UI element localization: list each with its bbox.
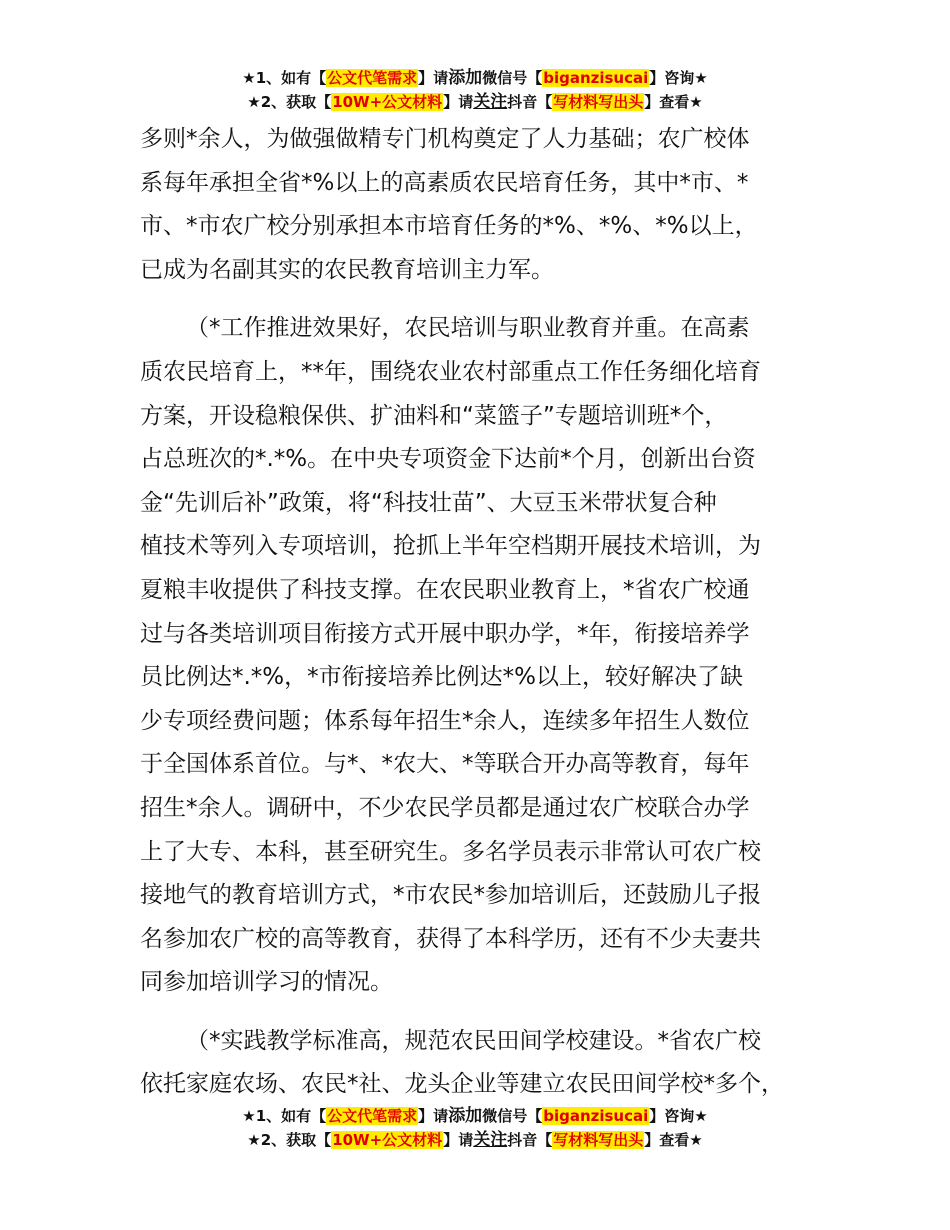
paragraph-line: 系每年承担全省*%以上的高素质农民培育任务，其中*市、* <box>140 169 749 196</box>
header-line-2-emph: 关注 <box>473 92 508 112</box>
footer-highlight-douyin: 写材料写出头 <box>553 1131 644 1149</box>
paragraph-line: 招生*余人。调研中，不少农民学员都是通过农广校联合办学 <box>140 794 750 821</box>
paragraph-line: 植技术等列入专项培训，抢抓上半年空档期开展技术培训，为 <box>140 533 761 560</box>
paragraph-line: 已成为名副其实的农民教育培训主力军。 <box>140 256 554 283</box>
header-highlight-douyin: 写材料写出头 <box>553 93 644 111</box>
paragraph-line: 于全国体系首位。与*、*农大、*等联合开办高等教育，每年 <box>140 751 750 778</box>
paragraph-2 <box>140 307 812 1005</box>
footer-banner <box>0 1104 950 1152</box>
header-highlight-service: 公文代笔需求 <box>327 69 418 87</box>
header-line-2-prefix: ★2、获取【 <box>247 93 332 111</box>
paragraph-line: 方案，开设稳粮保供、扩油料和“菜篮子”专题培训班*个， <box>140 402 728 429</box>
footer-highlight-wechat: biganzisucai <box>543 1107 649 1125</box>
paragraph-line: 同参加培训学习的情况。 <box>140 969 393 996</box>
footer-line-2-prefix: ★2、获取【 <box>247 1131 332 1149</box>
footer-line-1-suffix: 】咨询★ <box>649 1107 708 1125</box>
header-line-2-suffix: 】查看★ <box>644 93 703 111</box>
header-line-1-suffix: 】咨询★ <box>649 69 708 87</box>
footer-line-2-mid2: 抖音【 <box>507 1131 553 1149</box>
footer-highlight-service: 公文代笔需求 <box>327 1107 418 1125</box>
footer-line-1-prefix: ★1、如有【 <box>242 1107 327 1125</box>
paragraph-line: 员比例达*.*%，*市衔接培养比例达*%以上，较好解决了缺 <box>140 664 744 691</box>
paragraph-1 <box>140 118 812 292</box>
paragraph-3 <box>140 1020 812 1107</box>
header-banner <box>0 66 950 114</box>
header-line-2 <box>0 90 950 114</box>
header-line-2-mid1: 】请 <box>443 93 474 111</box>
paragraph-line: 接地气的教育培训方式，*市农民*参加培训后，还鼓励儿子报 <box>140 882 761 909</box>
header-line-1-mid1: 】请 <box>418 69 449 87</box>
header-line-1-prefix: ★1、如有【 <box>242 69 327 87</box>
header-line-1-mid2: 微信号【 <box>482 69 543 87</box>
header-highlight-materials: 10W+公文材料 <box>332 93 443 111</box>
paragraph-line: 过与各类培训项目衔接方式开展中职办学，*年，衔接培养学 <box>140 620 750 647</box>
paragraph-line: 依托家庭农场、农民*社、龙头企业等建立农民田间学校*多个， <box>140 1071 784 1098</box>
paragraph-line: 多则*余人，为做强做精专门机构奠定了人力基础；农广校体 <box>140 126 750 152</box>
header-line-1 <box>0 66 950 90</box>
paragraph-line: 质农民培育上，**年，围绕农业农村部重点工作任务细化培育 <box>140 358 761 385</box>
paragraph-line: （*工作推进效果好，农民培训与职业教育并重。在高素 <box>186 315 750 342</box>
paragraph-line: 少专项经费问题；体系每年招生*余人，连续多年招生人数位 <box>140 707 750 734</box>
footer-line-1 <box>0 1104 950 1128</box>
paragraph-line: （*实践教学标准高，规范农民田间学校建设。*省农广校 <box>186 1027 761 1054</box>
footer-line-1-emph: 添加 <box>448 1106 483 1126</box>
footer-highlight-materials: 10W+公文材料 <box>332 1131 443 1149</box>
header-line-2-mid2: 抖音【 <box>507 93 553 111</box>
document-body <box>140 118 812 1107</box>
footer-line-2-suffix: 】查看★ <box>644 1131 703 1149</box>
paragraph-line: 夏粮丰收提供了科技支撑。在农民职业教育上，*省农广校通 <box>140 576 750 603</box>
header-highlight-wechat: biganzisucai <box>543 69 649 87</box>
footer-line-1-mid2: 微信号【 <box>482 1107 543 1125</box>
paragraph-line: 金“先训后补”政策，将“科技壮苗”、大豆玉米带状复合种 <box>140 489 717 516</box>
paragraph-line: 占总班次的*.*%。在中央专项资金下达前*个月，创新出台资 <box>140 446 756 473</box>
footer-line-1-mid1: 】请 <box>418 1107 449 1125</box>
paragraph-line: 市、*市农广校分别承担本市培育任务的*%、*%、*%以上， <box>140 213 758 240</box>
header-line-1-emph: 添加 <box>448 68 483 88</box>
footer-line-2 <box>0 1128 950 1152</box>
footer-line-2-emph: 关注 <box>473 1130 508 1150</box>
footer-line-2-mid1: 】请 <box>443 1131 474 1149</box>
paragraph-line: 上了大专、本科，甚至研究生。多名学员表示非常认可农广校 <box>140 838 761 865</box>
paragraph-line: 名参加农广校的高等教育，获得了本科学历，还有不少夫妻共 <box>140 925 761 952</box>
